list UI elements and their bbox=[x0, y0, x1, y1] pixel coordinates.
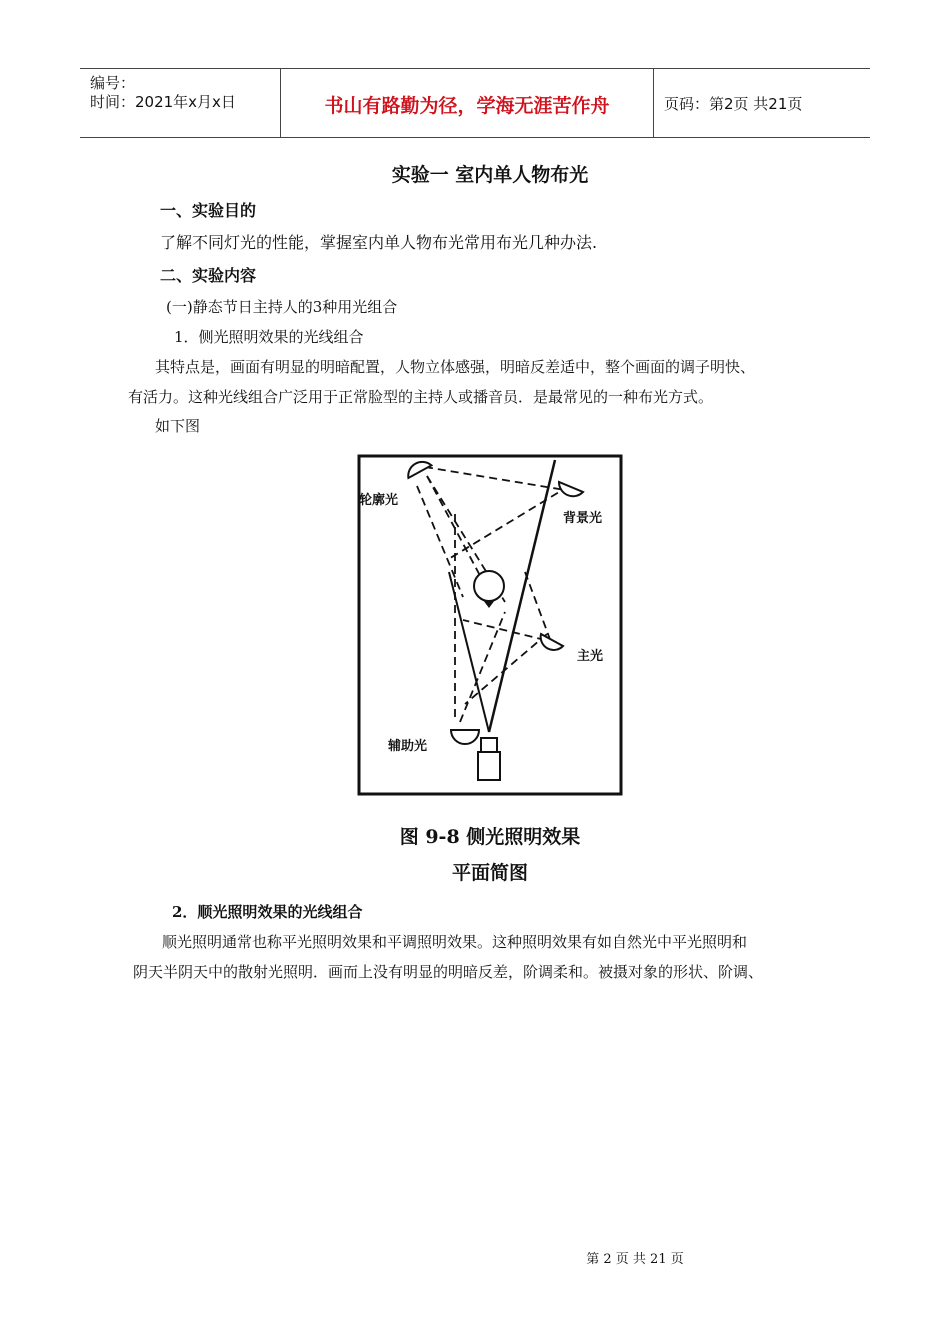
key-light-beam bbox=[465, 634, 547, 704]
key-light-label: 主光 bbox=[577, 649, 604, 664]
subsection-heading: (一)静态节日主持人的3种用光组合 bbox=[166, 298, 398, 316]
rim-light-label: 轮廓光 bbox=[359, 493, 399, 508]
page-title: 实验一 室内单人物布光 bbox=[391, 164, 589, 186]
paragraph-line: 顺光照明通常也称平光照明效果和平调照明效果。这种照明效果有如自然光中平光照明和 bbox=[162, 933, 748, 951]
section-heading-purpose: 一、实验目的 bbox=[160, 201, 257, 220]
fill-light-lamp bbox=[451, 730, 479, 744]
header-right-cell bbox=[654, 69, 870, 137]
header-left-cell bbox=[80, 69, 281, 137]
item-heading-front-light: 2．顺光照明效果的光线组合 bbox=[172, 903, 363, 921]
lighting-diagram bbox=[355, 452, 625, 798]
background-light-label: 背景光 bbox=[563, 511, 603, 526]
paragraph-line: 阴天半阴天中的散射光照明．画而上没有明显的明暗反差，阶调柔和。被摄对象的形状、阶调、 bbox=[133, 963, 764, 981]
background-light-beam bbox=[425, 467, 565, 490]
motto-text: 书山有路勤为径，学海无涯苦作舟 bbox=[324, 95, 610, 117]
rim-light-beam bbox=[417, 486, 463, 597]
time-label: 时间：2021年x月x日 bbox=[90, 93, 236, 111]
paragraph-line: 如下图 bbox=[155, 417, 201, 435]
paragraph-line: 其特点是，画面有明显的明暗配置，人物立体感强，明暗反差适中，整个画面的调子明快、 bbox=[155, 358, 756, 376]
purpose-text: 了解不同灯光的性能，掌握室内单人物布光常用布光几种办法. bbox=[160, 233, 598, 252]
header-middle-cell bbox=[281, 69, 654, 137]
presenter-nose bbox=[483, 600, 495, 608]
fill-light-label: 辅助光 bbox=[388, 739, 428, 754]
figure-caption: 图 9-8 侧光照明效果 bbox=[399, 826, 581, 848]
key-light-beam bbox=[525, 572, 551, 642]
page-footer: 第 2 页 共 21 页 bbox=[586, 1252, 684, 1267]
figure-subcaption: 平面简图 bbox=[451, 862, 528, 884]
page-header bbox=[80, 68, 870, 138]
section-heading-content: 二、实验内容 bbox=[160, 266, 257, 285]
camera-lens bbox=[481, 738, 497, 752]
key-light-beam bbox=[463, 620, 545, 640]
page-info: 页码：第2页 共21页 bbox=[664, 95, 803, 113]
camera-body bbox=[478, 752, 500, 780]
key-light-lamp bbox=[541, 634, 563, 650]
item-heading-side-light: 1．侧光照明效果的光线组合 bbox=[174, 328, 364, 346]
presenter-head bbox=[474, 571, 504, 601]
background-light-lamp bbox=[559, 482, 583, 496]
paragraph-line: 有活力。这种光线组合广泛用于正常脸型的主持人或播音员．是最常见的一种布光方式。 bbox=[128, 388, 714, 406]
number-label: 编号： bbox=[90, 74, 136, 92]
background-light-beam bbox=[447, 486, 569, 560]
